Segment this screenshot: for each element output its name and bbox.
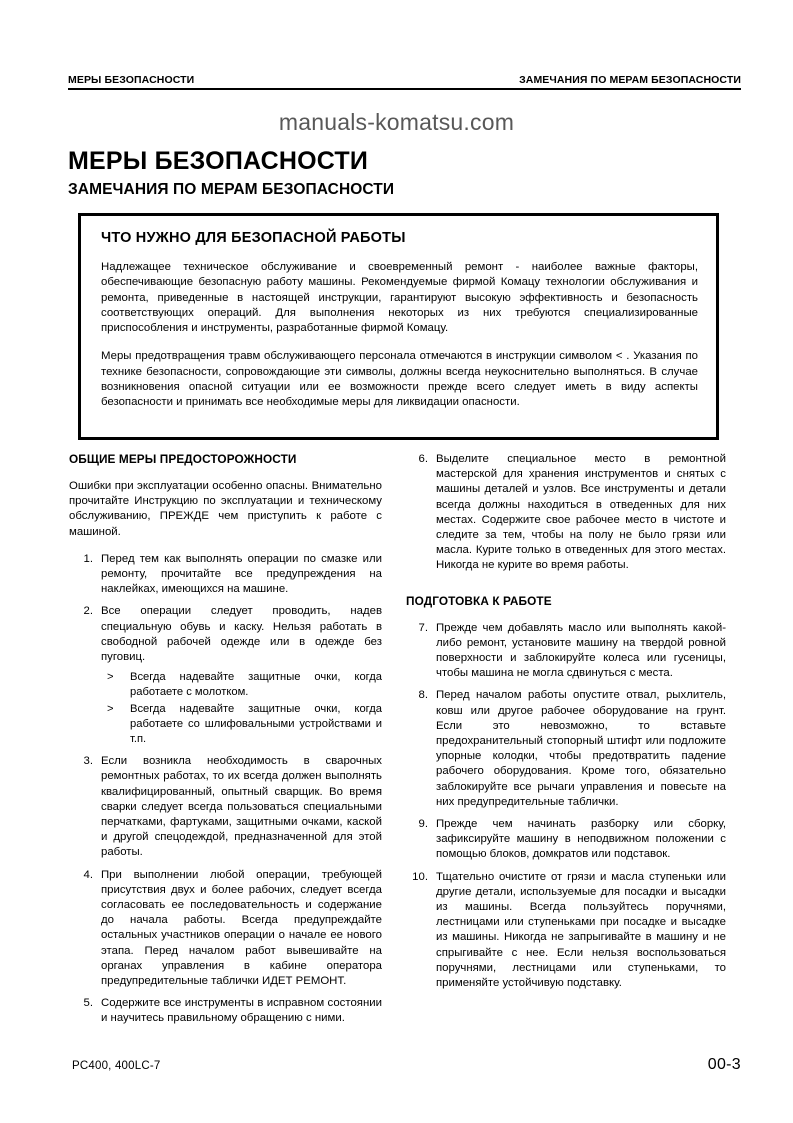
bullet-arrow-icon: > (107, 703, 114, 716)
list-item-number: 8. (418, 689, 428, 702)
list-item-number: 4. (83, 868, 93, 881)
list-item (69, 868, 382, 990)
list-item-number: 3. (83, 755, 93, 768)
list-item-text: Перед тем как выполнять операции по смазке или ремонту, прочитайте все предупреждения на наклейках, имеющихся на машине. (101, 552, 382, 596)
list-item-text: Тщательно очистите от грязи и масла ступеньки или другие детали, используемые для посадки и высадки из машины. Всегда пользуйтесь поручнями, лестницами или ступеньками при посадке и высадке из машины. Никогда не запрыгивайте в машину и не спрыгивайте с нее. Если нельзя воспользоваться поручнями, лестницами или ступеньками, то применяйте устойчивую подставку. (436, 870, 726, 990)
footer-page-number: 00-3 (707, 1056, 741, 1073)
list-item-text: Все операции следует проводить, надев специальную обувь и каску. Нельзя работать в свободной рабочей одежде или в одежде без пуговиц. (101, 605, 382, 664)
list-item (69, 604, 382, 747)
list-item (69, 754, 382, 860)
footer-model-number: PC400, 400LC-7 (72, 1060, 161, 1072)
sub-list-item-text: Всегда надевайте защитные очки, когда работаете со шлифовальными устройствами и т.п. (130, 703, 382, 746)
list-item-number: 6. (418, 453, 428, 465)
notice-paragraph-2: Меры предотвращения травм обслуживающего персонала отмечаются в инструкции символом < . Указания по технике безопасности, сопровождающие эти символы, должны всегда неукоснительно выполняться. В случае возникновения опасной ситуации или ее возможности прежде всего следует иметь в виду аспекты безопасности и принимать все необходимые меры для ликвидации опасности. (101, 350, 698, 409)
watermark-url: manuals-komatsu.com (278, 109, 515, 135)
list-item-number: 7. (418, 621, 428, 634)
list-item-number: 1. (83, 552, 93, 565)
notice-box (78, 213, 719, 440)
list-item-text: Перед началом работы опустите отвал, рыхлитель, ковш или другое рабочее оборудование на грунт. Если это невозможно, то вставьте предохранительный стопорный штифт или подложите упорные колодки, чтобы предотвратить падение рабочего оборудования. Кроме того, обязательно заблокируйте все рычаги управления и повесьте на них предупредительные таблички. (436, 689, 726, 808)
right-numbered-list-part2 (406, 621, 726, 992)
sub-list-item (101, 702, 382, 747)
left-numbered-list (69, 552, 382, 1027)
list-item-text: Прежде чем начинать разборку или сборку, зафиксируйте машину в неподвижном положении с помощью блоков, домкратов или подставок. (436, 818, 726, 861)
list-item-text: Содержите все инструменты в исправном состоянии и научитесь правильному обращению с ними. (101, 997, 382, 1025)
notice-box-title: ЧТО НУЖНО ДЛЯ БЕЗОПАСНОЙ РАБОТЫ (101, 230, 406, 246)
list-item-number: 9. (418, 818, 428, 831)
page-subtitle: ЗАМЕЧАНИЯ ПО МЕРАМ БЕЗОПАСНОСТИ (68, 181, 395, 198)
list-item (406, 452, 726, 574)
list-item-number: 5. (83, 997, 93, 1010)
list-item (406, 688, 726, 810)
list-item (406, 817, 726, 863)
sub-bullet-list (101, 670, 382, 747)
list-item (406, 870, 726, 992)
right-numbered-list-part1 (406, 452, 726, 574)
page-title: МЕРЫ БЕЗОПАСНОСТИ (68, 147, 369, 175)
sub-list-item (101, 670, 382, 700)
right-section-heading: ПОДГОТОВКА К РАБОТЕ (406, 593, 552, 608)
list-item (406, 621, 726, 682)
list-item-number: 10. (412, 870, 428, 883)
sub-list-item-text: Всегда надевайте защитные очки, когда работаете с молотком. (130, 671, 382, 699)
bullet-arrow-icon: > (107, 671, 114, 684)
list-item (69, 996, 382, 1026)
left-column (69, 452, 382, 1034)
list-item-number: 2. (83, 605, 93, 618)
left-intro-paragraph: Ошибки при эксплуатации особенно опасны. Внимательно прочитайте Инструкцию по эксплуатации и техническому обслуживанию, ПРЕЖДЕ чем приступить к работе с машиной. (69, 480, 382, 538)
list-item-text: При выполнении любой операции, требующей присутствия двух и более рабочих, следует всегда согласовать ее последовательность и содержание до начала работы. Всегда предупреждайте остальных участников операции о начале ее нового этапа. Перед началом работ вывешивайте на органах управления в кабине оператора предупредительные таблички ИДЕТ РЕМОНТ. (101, 868, 382, 988)
notice-box-content (81, 216, 716, 411)
running-header-left: МЕРЫ БЕЗОПАСНОСТИ (68, 74, 195, 86)
list-item-text: Прежде чем добавлять масло или выполнять какой-либо ремонт, установите машину на твердой ровной поверхности и заблокируйте колеса или гусеницы, чтобы машина не могла сдвинуться с места. (436, 621, 726, 680)
list-item-text: Если возникла необходимость в сварочных ремонтных работах, то их всегда должен выполнять квалифицированный, опытный сварщик. Во время сварки следует всегда пользоваться специальными перчатками, фартуками, защитными очками, каской и другой спецодеждой, предназначенной для этой работы. (101, 755, 382, 859)
running-header-right: ЗАМЕЧАНИЯ ПО МЕРАМ БЕЗОПАСНОСТИ (519, 74, 741, 86)
right-column (406, 452, 726, 998)
list-item (69, 552, 382, 598)
left-section-heading: ОБЩИЕ МЕРЫ ПРЕДОСТОРОЖНОСТИ (69, 452, 297, 466)
notice-paragraph-1: Надлежащее техническое обслуживание и своевременный ремонт - наиболее важные факторы, обеспечивающие безопасную работу машины. Рекомендуемые фирмой Комацу технологии обслуживания и ремонта, приведенные в настоящей инструкции, гарантируют высокую эффективность и безопасность соответствующих операций. Для выполнения некоторых из них требуются специализированные приспособления и инструменты, разработанные фирмой Комацу. (101, 261, 698, 335)
running-header (68, 74, 741, 90)
list-item-text: Выделите специальное место в ремонтной мастерской для хранения инструментов и снятых с машины деталей и узлов. Все инструменты и детали всегда должны находиться в отведенных для них местах. Содержите свое рабочее место в чистоте и следите за тем, чтобы на полу не было грязи или масла. Курите только в отведенных для этого местах. Никогда не курите во время работы. (436, 453, 726, 572)
